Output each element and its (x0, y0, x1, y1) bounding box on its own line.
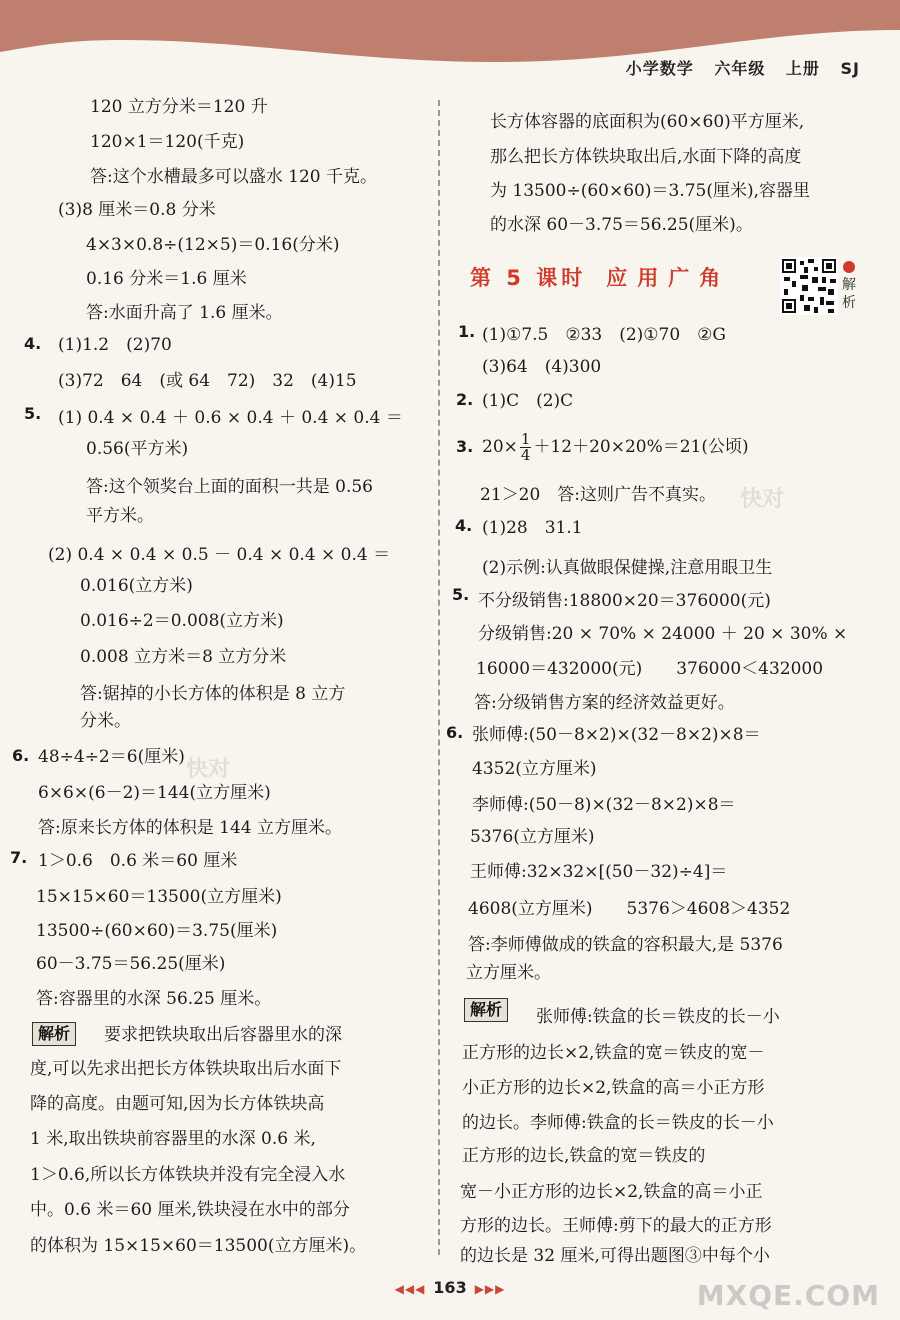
answer-line: 王师傅:32×32×[(50－32)÷4]＝ (470, 862, 728, 882)
question-number: 5. (24, 404, 42, 423)
fraction-numerator: 1 (520, 430, 531, 448)
question-number: 4. (455, 516, 473, 535)
answer-line: 4×3×0.8÷(12×5)＝0.16(分米) (86, 235, 340, 255)
answer-line (482, 432, 749, 463)
answer-line: 答:原来长方体的体积是 144 立方厘米。 (38, 818, 342, 838)
answer-line: (1)C (2)C (482, 391, 574, 411)
answer-line: 21＞20 答:这则广告不真实。 (480, 485, 716, 505)
header-grade: 六年级 (714, 59, 766, 78)
answer-line: 120×1＝120(千克) (90, 132, 245, 152)
analysis-line: 的边长是 32 厘米,可得出题图③中每个小 (460, 1246, 770, 1266)
analysis-line: 降的高度。由题可知,因为长方体铁块高 (30, 1094, 325, 1114)
q3-prefix: 20× (482, 437, 518, 457)
answer-line: 4608(立方厘米) 5376＞4608＞4352 (468, 899, 791, 919)
lesson-number: 第 5 课时 (470, 266, 587, 290)
analysis-line: 度,可以先求出把长方体铁块取出后水面下 (30, 1059, 342, 1079)
fraction-denominator: 4 (520, 446, 531, 464)
next-arrows-icon: ▶▶▶ (474, 1282, 506, 1296)
answer-line: 李师傅:(50－8)×(32－8×2)×8＝ (472, 795, 736, 815)
answer-line: (1) 0.4 × 0.4 ＋ 0.6 × 0.4 ＋ 0.4 × 0.4 ＝ (58, 408, 403, 428)
analysis-line: 1 米,取出铁块前容器里的水深 0.6 米, (30, 1129, 316, 1149)
answer-line: 6×6×(6－2)＝144(立方厘米) (38, 783, 271, 803)
answer-line: 13500÷(60×60)＝3.75(厘米) (36, 921, 278, 941)
question-number: 4. (24, 334, 42, 353)
analysis-line: 为 13500÷(60×60)＝3.75(厘米),容器里 (490, 181, 811, 201)
analysis-line: 长方体容器的底面积为(60×60)平方厘米, (490, 112, 805, 132)
answer-line: 答:容器里的水深 56.25 厘米。 (36, 989, 272, 1009)
answer-line: 答:水面升高了 1.6 厘米。 (86, 303, 283, 323)
question-number: 1. (458, 322, 476, 341)
answer-line: 0.008 立方米＝8 立方分米 (80, 647, 287, 667)
answer-line: 4352(立方厘米) (472, 759, 597, 779)
answer-line: (2)示例:认真做眼保健操,注意用眼卫生 (482, 558, 773, 578)
answer-line: (3)72 64 (或 64 72) 32 (4)15 (58, 371, 357, 391)
analysis-line: 正方形的边长×2,铁盒的宽＝铁皮的宽－ (462, 1043, 765, 1063)
answer-line: 16000＝432000(元) 376000＜432000 (476, 659, 824, 679)
lesson-subtitle: 应用广角 (606, 266, 731, 290)
q3-rest: ＋12＋20×20%＝21(公顷) (533, 437, 749, 457)
answer-line: 答:这个水槽最多可以盛水 120 千克。 (90, 167, 377, 187)
analysis-line: 那么把长方体铁块取出后,水面下降的高度 (490, 147, 802, 167)
answer-line: (1)①7.5 ②33 (2)①70 ②G (482, 325, 727, 345)
analysis-line: 的水深 60－3.75＝56.25(厘米)。 (490, 215, 753, 235)
question-number: 7. (10, 848, 28, 867)
answer-line: 分米。 (80, 711, 131, 731)
analysis-tag: 解析 (32, 1022, 76, 1046)
answer-line: 48÷4÷2＝6(厘米) (38, 747, 185, 767)
answer-line: 0.16 分米＝1.6 厘米 (86, 269, 247, 289)
answer-line: 平方米。 (86, 506, 154, 526)
answer-line: (2) 0.4 × 0.4 × 0.5 － 0.4 × 0.4 × 0.4 ＝ (48, 545, 391, 565)
site-watermark: MXQE.COM (696, 1279, 880, 1312)
analysis-line: 方形的边长。王师傅:剪下的最大的正方形 (460, 1216, 772, 1236)
answer-line: (1)1.2 (2)70 (58, 335, 172, 355)
answer-line: (3)8 厘米＝0.8 分米 (58, 200, 216, 220)
answer-line: 不分级销售:18800×20＝376000(元) (478, 591, 771, 611)
question-number: 3. (456, 437, 474, 456)
header-volume: 上册 (785, 59, 820, 78)
analysis-line: 小正方形的边长×2,铁盒的高＝小正方形 (462, 1078, 765, 1098)
answer-line: 0.016÷2＝0.008(立方米) (80, 611, 284, 631)
answer-line: (1)28 31.1 (482, 518, 583, 538)
analysis-line: 张师傅:铁盒的长＝铁皮的长－小 (536, 1007, 780, 1027)
analysis-line: 的边长。李师傅:铁盒的长＝铁皮的长－小 (462, 1113, 774, 1133)
answer-line: 分级销售:20 × 70% × 24000 ＋ 20 × 30% × (478, 624, 848, 644)
analysis-line: 宽－小正方形的边长×2,铁盒的高＝小正 (460, 1182, 763, 1202)
page-number: 163 (433, 1278, 467, 1297)
analysis-line: 1＞0.6,所以长方体铁块并没有完全浸入水 (30, 1165, 346, 1185)
fraction (520, 432, 532, 463)
analysis-line: 中。0.6 米＝60 厘米,铁块浸在水中的部分 (30, 1200, 350, 1220)
faint-watermark: 快对 (186, 757, 231, 782)
answer-line: 1＞0.6 0.6 米＝60 厘米 (38, 851, 238, 871)
answer-line: 答:这个领奖台上面的面积一共是 0.56 (86, 477, 373, 497)
lesson-title (470, 262, 730, 292)
page-header (612, 56, 860, 79)
answer-line: (3)64 (4)300 (482, 357, 602, 377)
prev-arrows-icon: ◀◀◀ (394, 1282, 426, 1296)
answer-line: 张师傅:(50－8×2)×(32－8×2)×8＝ (472, 725, 761, 745)
analysis-line: 正方形的边长,铁盒的宽＝铁皮的 (462, 1146, 706, 1166)
qr-label: 解析 (842, 277, 856, 311)
header-subject: 小学数学 (625, 59, 694, 78)
analysis-line: 要求把铁块取出后容器里水的深 (104, 1025, 342, 1045)
answer-line: 120 立方分米＝120 升 (90, 97, 268, 117)
analysis-line: 的体积为 15×15×60＝13500(立方厘米)。 (30, 1236, 367, 1256)
question-number: 2. (456, 390, 474, 409)
answer-line: 60－3.75＝56.25(厘米) (36, 954, 226, 974)
answer-line: 5376(立方厘米) (470, 827, 595, 847)
answer-line: 答:李师傅做成的铁盒的容积最大,是 5376 (468, 935, 783, 955)
play-icon (843, 261, 855, 273)
answer-line: 0.56(平方米) (86, 439, 189, 459)
question-number: 5. (452, 585, 470, 604)
answer-line: 答:分级销售方案的经济效益更好。 (474, 693, 735, 713)
qr-code-icon[interactable] (780, 257, 838, 315)
question-number: 6. (446, 723, 464, 742)
answer-line: 答:锯掉的小长方体的体积是 8 立方 (80, 684, 346, 704)
answer-line: 立方厘米。 (466, 963, 551, 983)
faint-watermark: 快对 (740, 487, 785, 512)
answer-line: 15×15×60＝13500(立方厘米) (36, 887, 282, 907)
analysis-tag: 解析 (464, 998, 508, 1022)
question-number: 6. (12, 746, 30, 765)
answer-line: 0.016(立方米) (80, 576, 193, 596)
column-divider (438, 100, 440, 1255)
header-edition: SJ (840, 59, 860, 78)
